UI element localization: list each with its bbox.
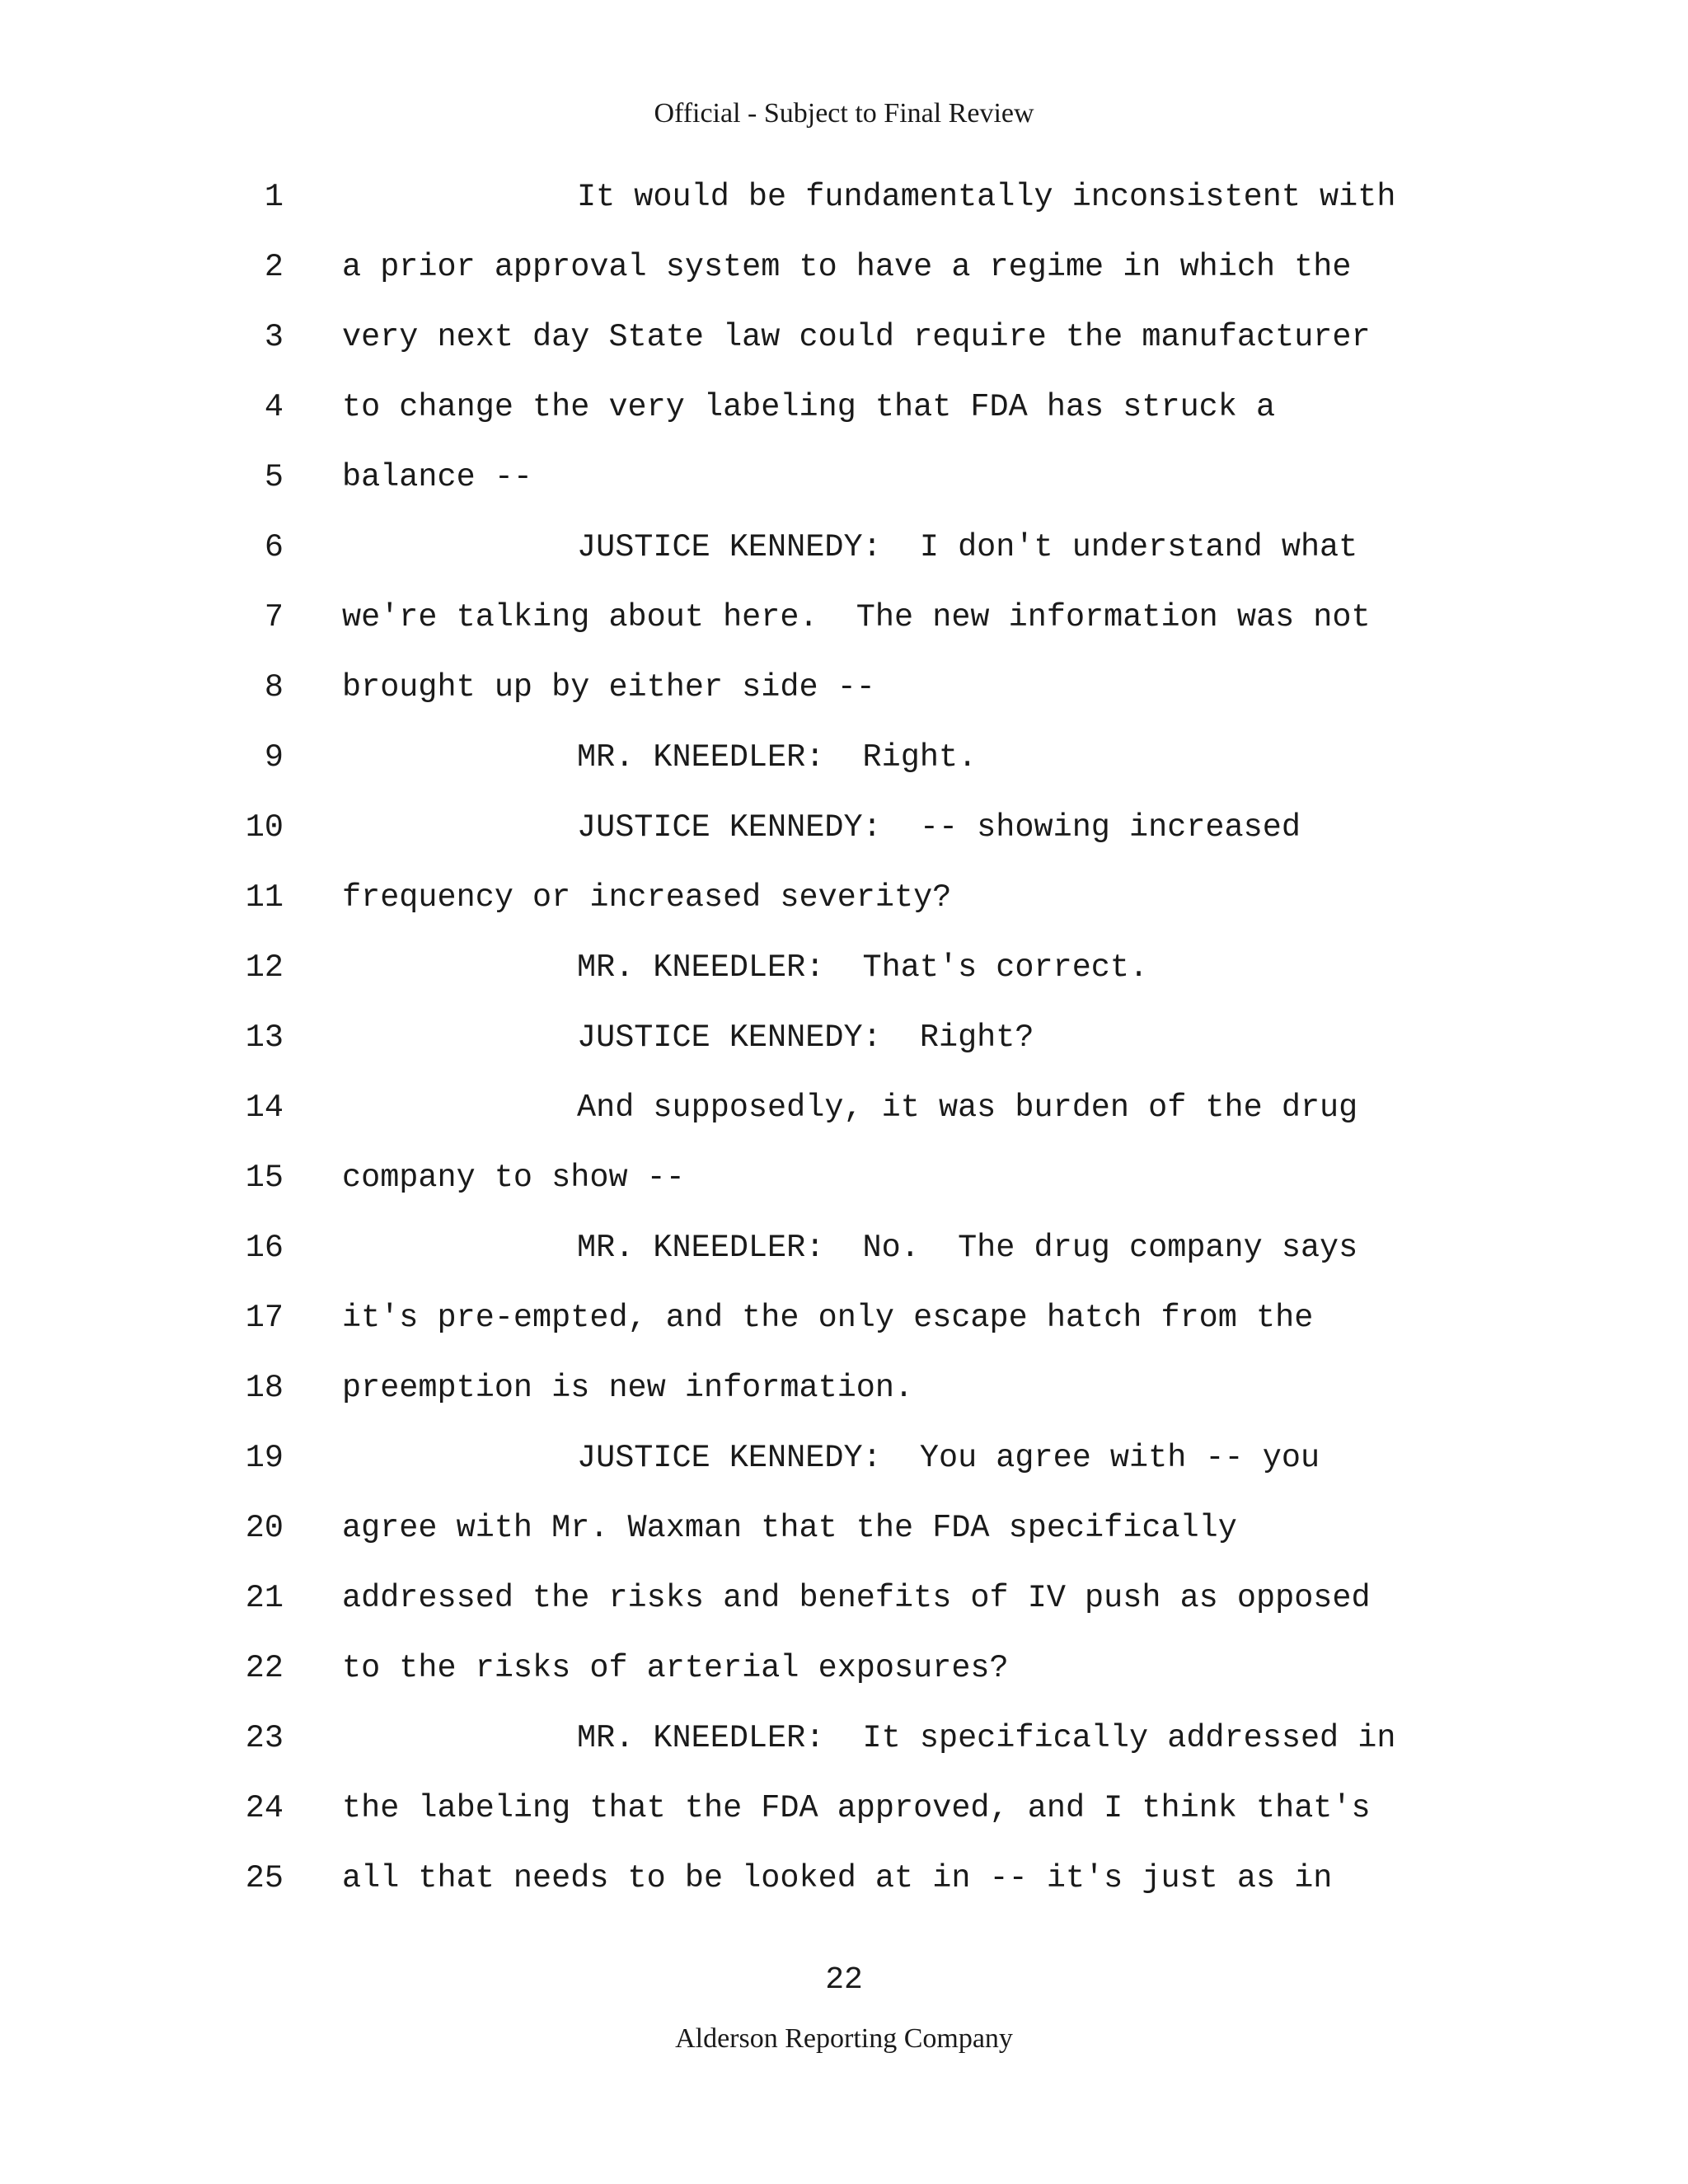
line-text: preemption is new information.: [342, 1370, 914, 1406]
line-text: to the risks of arterial exposures?: [342, 1650, 1009, 1686]
line-text: the labeling that the FDA approved, and I think that's: [342, 1790, 1371, 1826]
transcript-line: [0, 1084, 1688, 1154]
page-number: 22: [825, 1962, 863, 1998]
line-number: 23: [245, 1720, 284, 1756]
transcript-line: [0, 523, 1688, 593]
transcript-line: [0, 173, 1688, 243]
line-text: very next day State law could require the manufacturer: [342, 319, 1371, 355]
transcript-line: [0, 1854, 1688, 1924]
transcript-line: [0, 874, 1688, 944]
line-number: 1: [264, 179, 284, 215]
line-text: brought up by either side --: [342, 669, 875, 705]
line-text: it's pre-empted, and the only escape hatch from the: [342, 1300, 1314, 1336]
line-text: JUSTICE KENNEDY: Right?: [577, 1019, 1034, 1056]
line-number: 12: [245, 949, 284, 986]
line-number: 19: [245, 1440, 284, 1476]
line-number: 3: [264, 319, 284, 355]
transcript-line: [0, 1714, 1688, 1784]
line-number: 17: [245, 1300, 284, 1336]
line-number: 5: [264, 459, 284, 495]
line-number: 15: [245, 1160, 284, 1196]
transcript-line: [0, 453, 1688, 523]
transcript-line: [0, 1574, 1688, 1644]
line-text: MR. KNEEDLER: That's correct.: [577, 949, 1149, 986]
line-number: 8: [264, 669, 284, 705]
line-number: 25: [245, 1860, 284, 1896]
transcript-line: [0, 1364, 1688, 1434]
line-text: MR. KNEEDLER: Right.: [577, 739, 978, 776]
transcript-line: [0, 944, 1688, 1014]
transcript-line: [0, 593, 1688, 663]
line-text: frequency or increased severity?: [342, 879, 952, 916]
transcript-line: [0, 1294, 1688, 1364]
line-text: we're talking about here. The new information was not: [342, 599, 1371, 635]
page-footer: Alderson Reporting Company: [675, 2023, 1013, 2054]
line-number: 21: [245, 1580, 284, 1616]
line-number: 2: [264, 249, 284, 285]
line-text: JUSTICE KENNEDY: I don't understand what: [577, 529, 1358, 565]
line-text: MR. KNEEDLER: It specifically addressed in: [577, 1720, 1396, 1756]
line-text: agree with Mr. Waxman that the FDA specifically: [342, 1510, 1237, 1546]
line-number: 13: [245, 1019, 284, 1056]
line-text: a prior approval system to have a regime in which the: [342, 249, 1352, 285]
transcript-line: [0, 1504, 1688, 1574]
line-number: 6: [264, 529, 284, 565]
line-text: MR. KNEEDLER: No. The drug company says: [577, 1230, 1358, 1266]
transcript-line: [0, 663, 1688, 733]
line-number: 24: [245, 1790, 284, 1826]
transcript-line: [0, 804, 1688, 874]
line-number: 18: [245, 1370, 284, 1406]
line-text: company to show --: [342, 1160, 685, 1196]
line-text: to change the very labeling that FDA has struck a: [342, 389, 1276, 425]
line-text: And supposedly, it was burden of the drug: [577, 1090, 1358, 1126]
line-number: 9: [264, 739, 284, 776]
transcript-line: [0, 1784, 1688, 1854]
transcript-line: [0, 243, 1688, 313]
transcript-line: [0, 313, 1688, 383]
line-text: balance --: [342, 459, 533, 495]
line-number: 10: [245, 809, 284, 846]
transcript-line: [0, 1644, 1688, 1714]
line-number: 20: [245, 1510, 284, 1546]
transcript-line: [0, 1434, 1688, 1504]
line-text: all that needs to be looked at in -- it's just as in: [342, 1860, 1333, 1896]
transcript-line: [0, 1014, 1688, 1084]
line-number: 22: [245, 1650, 284, 1686]
transcript-body: [0, 173, 1688, 1924]
transcript-line: [0, 1224, 1688, 1294]
line-text: It would be fundamentally inconsistent with: [577, 179, 1396, 215]
line-text: addressed the risks and benefits of IV push as opposed: [342, 1580, 1371, 1616]
line-number: 11: [245, 879, 284, 916]
line-text: JUSTICE KENNEDY: You agree with -- you: [577, 1440, 1320, 1476]
line-number: 16: [245, 1230, 284, 1266]
transcript-line: [0, 1154, 1688, 1224]
line-text: JUSTICE KENNEDY: -- showing increased: [577, 809, 1301, 846]
page-header: Official - Subject to Final Review: [654, 98, 1034, 129]
transcript-line: [0, 733, 1688, 804]
line-number: 4: [264, 389, 284, 425]
transcript-line: [0, 383, 1688, 453]
line-number: 14: [245, 1090, 284, 1126]
line-number: 7: [264, 599, 284, 635]
